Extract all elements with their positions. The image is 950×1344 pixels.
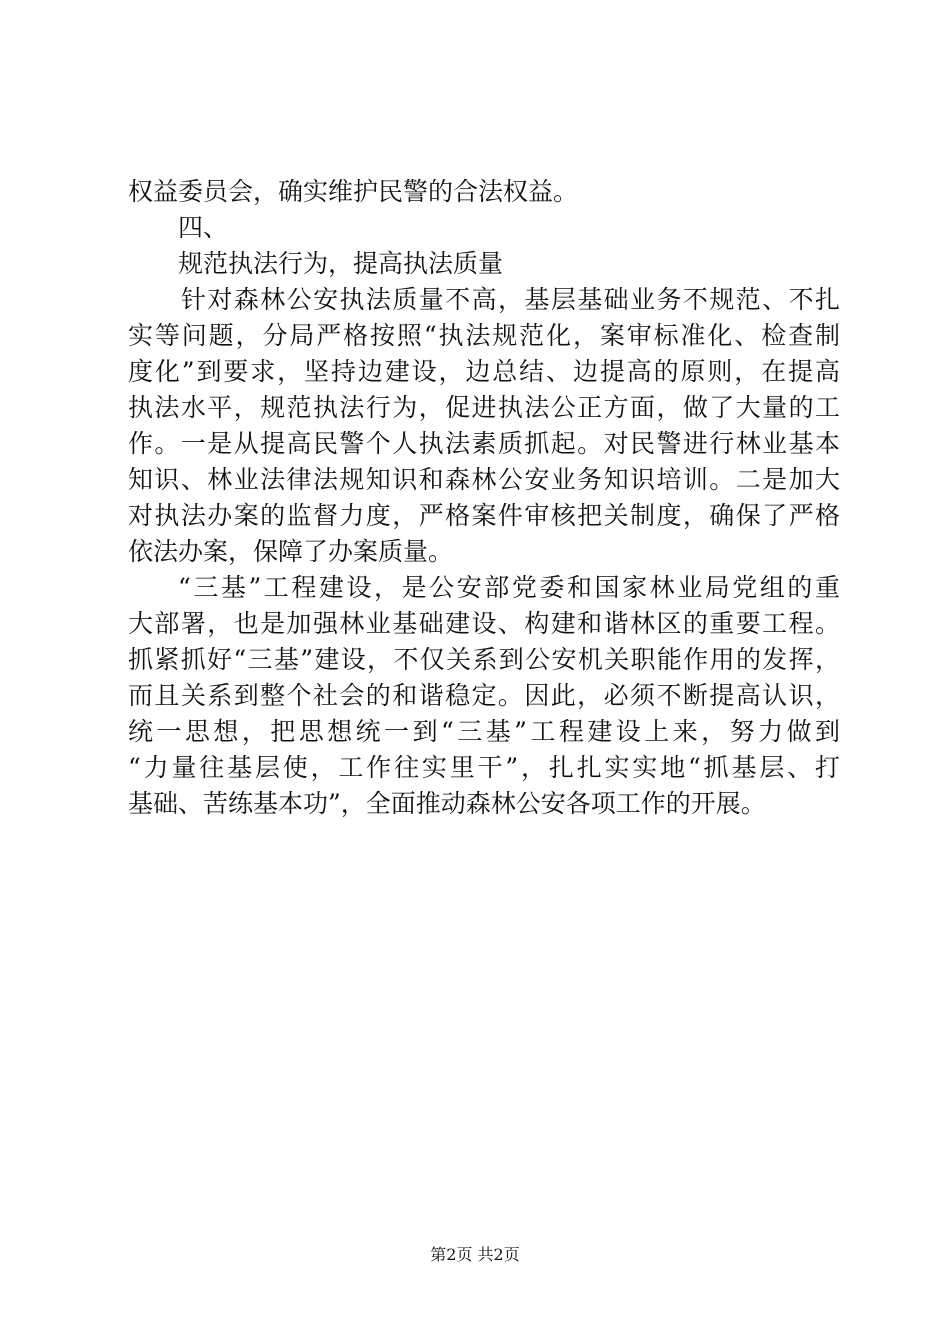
- text-line: 基础、苦练基本功”，全面推动森林公安各项工作的开展。: [128, 789, 766, 818]
- text-line: 度化”到要求，坚持边建设，边总结、边提高的原则，在提高: [128, 357, 840, 386]
- text-line: 对执法办案的监督力度，严格案件审核把关制度，确保了严格: [128, 501, 840, 530]
- text-line: 执法水平，规范执法行为，促进执法公正方面，做了大量的工: [128, 393, 840, 422]
- text-line: 而且关系到整个社会的和谐稳定。因此，必须不断提高认识，: [128, 681, 840, 710]
- text-line: 针对森林公安执法质量不高，基层基础业务不规范、不扎: [181, 285, 840, 314]
- document-body: [128, 174, 840, 822]
- page-number-label: 第2页 共2页: [430, 1245, 520, 1264]
- text-line: 大部署，也是加强林业基础建设、构建和谐林区的重要工程。: [128, 609, 840, 638]
- text-line: 抓紧抓好“三基”建设，不仅关系到公安机关职能作用的发挥，: [128, 645, 840, 674]
- text-line: 依法办案，保障了办案质量。: [128, 537, 454, 566]
- text-line: “三基”工程建设，是公安部党委和国家林业局党组的重: [178, 573, 840, 602]
- page-footer: [0, 1243, 950, 1267]
- text-line: 权益委员会，确实维护民警的合法权益。: [128, 177, 579, 206]
- text-line: 作。一是从提高民警个人执法素质抓起。对民警进行林业基本: [128, 429, 840, 458]
- text-line: 规范执法行为，提高执法质量: [178, 249, 504, 278]
- text-line: 知识、林业法律法规知识和森林公安业务知识培训。二是加大: [128, 465, 840, 494]
- text-line: “力量往基层使，工作往实里干”，扎扎实实地“抓基层、打: [128, 753, 840, 782]
- text-line: 统一思想，把思想统一到“三基”工程建设上来，努力做到: [128, 717, 840, 746]
- text-line: 实等问题，分局严格按照“执法规范化，案审标准化、检查制: [128, 321, 840, 350]
- text-line: 四、: [178, 213, 229, 242]
